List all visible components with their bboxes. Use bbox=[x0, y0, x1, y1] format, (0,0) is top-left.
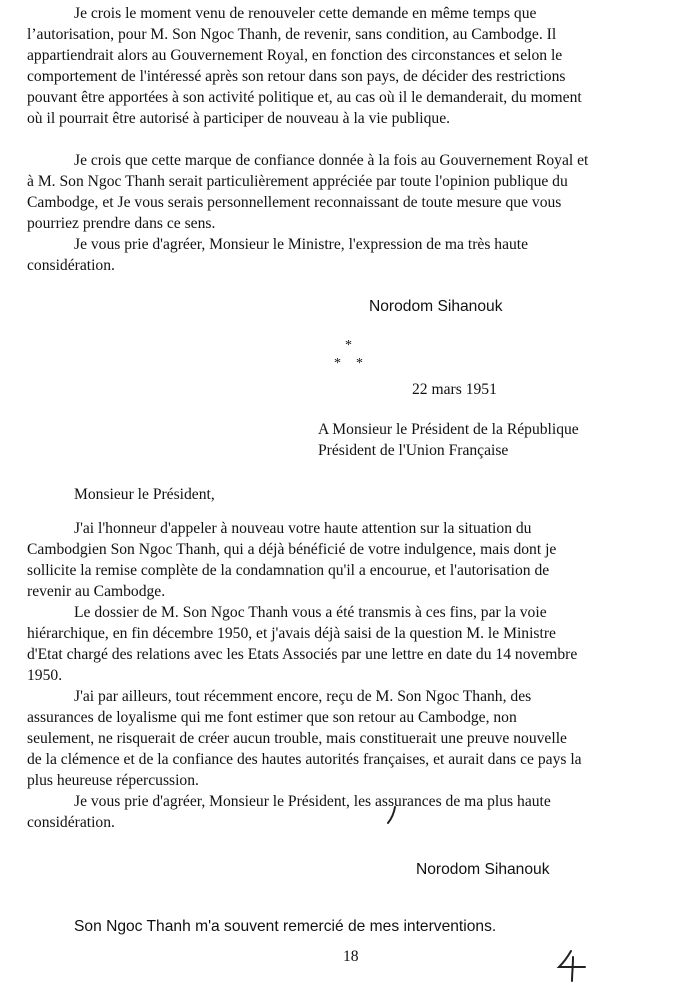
text-line: Je vous prie d'agréer, Monsieur le Président, les assurances de ma plus haute bbox=[74, 793, 551, 810]
letter1-signature: Norodom Sihanouk bbox=[369, 298, 503, 315]
letter1-paragraph-1 bbox=[27, 3, 683, 129]
addressee-line-1: A Monsieur le Président de la République bbox=[318, 421, 579, 438]
text-line: de la clémence et de la confiance des hautes autorités françaises, et aurait dans ce pays la bbox=[27, 751, 582, 768]
handwritten-folio-mark bbox=[555, 948, 589, 984]
letter1-paragraph-2 bbox=[27, 150, 683, 234]
text-line: l’autorisation, pour M. Son Ngoc Thanh, de revenir, sans condition, au Cambodge. Il bbox=[27, 26, 557, 43]
text-line: Je crois que cette marque de confiance donnée à la fois au Gouvernement Royal et bbox=[74, 152, 589, 169]
text-line: d'Etat chargé des relations avec les Etats Associés par une lettre en date du 14 novembre bbox=[27, 646, 578, 663]
salutation: Monsieur le Président, bbox=[74, 486, 215, 503]
separator-star-right: * bbox=[356, 356, 363, 371]
letter2-signature: Norodom Sihanouk bbox=[416, 861, 550, 878]
letter2-paragraph-2 bbox=[27, 602, 683, 686]
text-line: appartiendrait alors au Gouvernement Royal, en fonction des circonstances et selon le bbox=[27, 47, 563, 64]
text-line: J'ai l'honneur d'appeler à nouveau votre haute attention sur la situation du bbox=[74, 520, 532, 537]
text-line: assurances de loyalisme qui me font estimer que son retour au Cambodge, non bbox=[27, 709, 517, 726]
text-line: comportement de l'intéressé après son retour dans son pays, de décider des restrictions bbox=[27, 68, 566, 85]
letter2-date: 22 mars 1951 bbox=[412, 381, 497, 398]
text-line: Je crois le moment venu de renouveler cette demande en même temps que bbox=[74, 5, 537, 22]
handwritten-comma-mark bbox=[385, 805, 401, 825]
separator-star-top: * bbox=[345, 338, 352, 353]
addressee-line-2: Président de l'Union Française bbox=[318, 442, 509, 459]
closing-note: Son Ngoc Thanh m'a souvent remercié de mes interventions. bbox=[74, 918, 497, 935]
page-number: 18 bbox=[343, 948, 359, 965]
text-line: Le dossier de M. Son Ngoc Thanh vous a été transmis à ces fins, par la voie bbox=[74, 604, 547, 621]
text-line: Je vous prie d'agréer, Monsieur le Ministre, l'expression de ma très haute bbox=[74, 236, 529, 253]
text-line: 1950. bbox=[27, 667, 63, 684]
letter2-paragraph-4 bbox=[27, 791, 683, 833]
letter2-paragraph-3 bbox=[27, 686, 683, 791]
text-line: considération. bbox=[27, 257, 115, 274]
text-line: considération. bbox=[27, 814, 115, 831]
text-line: plus heureuse répercussion. bbox=[27, 772, 199, 789]
text-line: à M. Son Ngoc Thanh serait particulièrement appréciée par toute l'opinion publique du bbox=[27, 173, 568, 190]
text-line: J'ai par ailleurs, tout récemment encore, reçu de M. Son Ngoc Thanh, des bbox=[74, 688, 532, 705]
text-line: pouvant être apportées à son activité politique et, au cas où il le demanderait, du moment bbox=[27, 89, 582, 106]
text-line: revenir au Cambodge. bbox=[27, 583, 166, 600]
text-line: Cambodgien Son Ngoc Thanh, qui a déjà bénéficié de votre indulgence, mais dont je bbox=[27, 541, 557, 558]
text-line: pourriez prendre dans ce sens. bbox=[27, 215, 216, 232]
text-line: sollicite la remise complète de la condamnation qu'il a encourue, et l'autorisation de bbox=[27, 562, 550, 579]
text-line: seulement, ne risquerait de créer aucun trouble, mais constituerait une preuve nouvelle bbox=[27, 730, 567, 747]
letter2-paragraph-1 bbox=[27, 518, 683, 602]
text-line: Cambodge, et Je vous serais personnellement reconnaissant de toute mesure que vous bbox=[27, 194, 562, 211]
text-line: hiérarchique, en fin décembre 1950, et j'avais déjà saisi de la question M. le Ministre bbox=[27, 625, 556, 642]
text-line: où il pourrait être autorisé à participer de nouveau à la vie publique. bbox=[27, 110, 451, 127]
letter1-paragraph-3 bbox=[27, 234, 683, 276]
separator-star-left: * bbox=[334, 356, 341, 371]
